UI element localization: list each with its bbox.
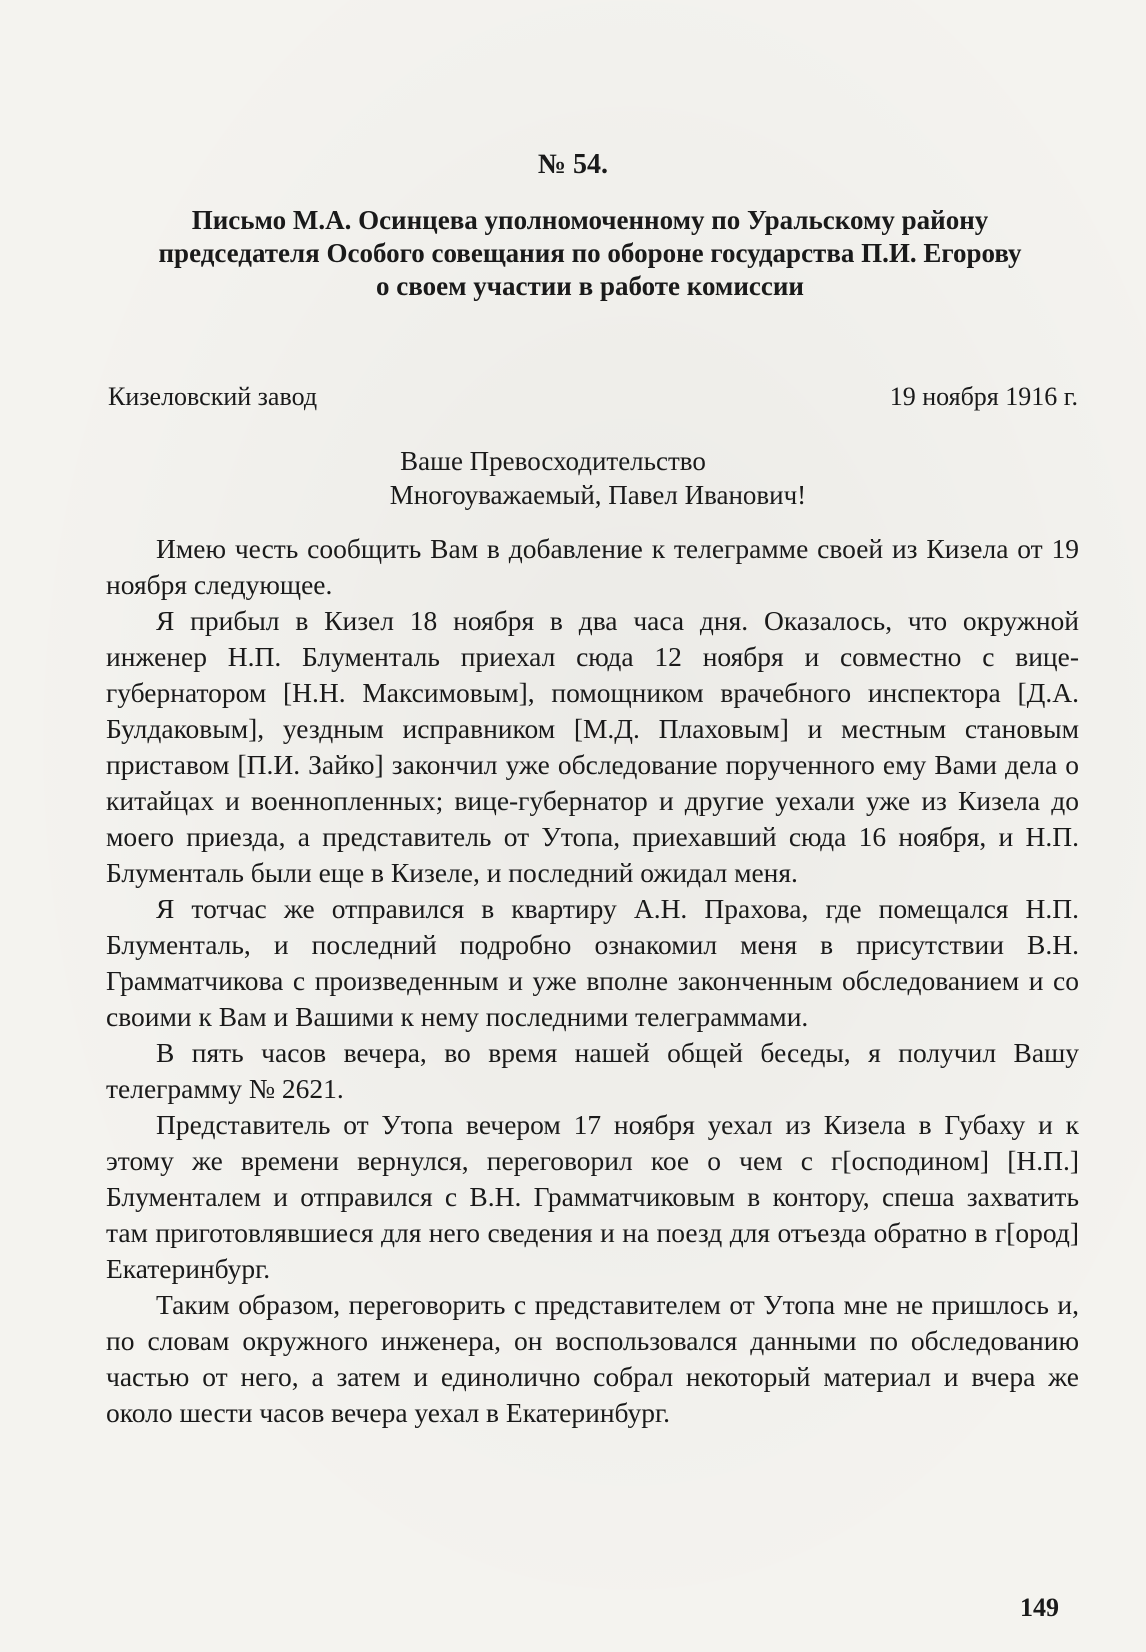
paragraph-5: Представитель от Утопа вечером 17 ноября уехал из Кизела в Губаху и к этому же времени вернулся, переговорил кое о чем с г[осподином] [Н.П.] Блументалем и отправился с В.Н. Грамматчиковым в контору, спеша захватить там приготовлявшиеся для него сведения и на поезд для отъезда обратно в г[ород] Екатеринбург.: [106, 1109, 1079, 1284]
letter-body: [106, 531, 1079, 1431]
document-title: Письмо М.А. Осинцева уполномоченному по Уральскому району председателя Особого совещания по обороне государства П.И. Егорову о своем участии в работе комиссии: [158, 205, 1022, 301]
paragraph-4: В пять часов вечера, во время нашей общей беседы, я получил Вашу телеграмму № 2621.: [106, 1037, 1079, 1104]
paragraph-2: Я прибыл в Кизел 18 ноября в два часа дня. Оказалось, что окружной инженер Н.П. Блументаль приехал сюда 12 ноября и совместно с вице-губернатором [Н.Н. Максимовым], помощником врачебного инспектора [Д.А. Булдаковым], уездным исправником [М.Д. Плаховым] и местным становым приставом [П.И. Зайко] закончил уже обследование порученного ему Вами дела о китайцах и военнопленных; вице-губернатор и другие уехали уже из Кизела до моего приезда, а представитель от Утопа, приехавший сюда 16 ноября, и Н.П. Блументаль были еще в Кизеле, и последний ожидал меня.: [106, 605, 1079, 888]
paragraph-6: Таким образом, переговорить с представителем от Утопа мне не пришлось и, по словам окружного инженера, он воспользовался данными по обследованию частью от него, а затем и единолично собрал некоторый материал и вчера же около шести часов вечера уехал в Екатеринбург.: [106, 1289, 1079, 1428]
document-place: Кизеловский завод: [108, 382, 318, 411]
page-number: 149: [1020, 1593, 1059, 1622]
salutation-line-2: Многоуважаемый, Павел Иванович!: [389, 480, 807, 510]
paragraph-3: Я тотчас же отправился в квартиру А.Н. Прахова, где помещался Н.П. Блументаль, и последний подробно ознакомил меня в присутствии В.Н. Грамматчикова с произведенным и уже вполне законченным обследованием и со своими к Вам и Вашими к нему последними телеграммами.: [106, 893, 1079, 1032]
paragraph-1: Имею честь сообщить Вам в добавление к телеграмме своей из Кизела от 19 ноября следующее.: [106, 533, 1079, 600]
place-date-line: [108, 380, 1078, 414]
salutation: [0, 444, 1146, 512]
salutation-line-1: Ваше Превосходительство: [400, 446, 706, 476]
document-number: № 54.: [537, 149, 609, 180]
document-date: 19 ноября 1916 г.: [889, 382, 1078, 411]
